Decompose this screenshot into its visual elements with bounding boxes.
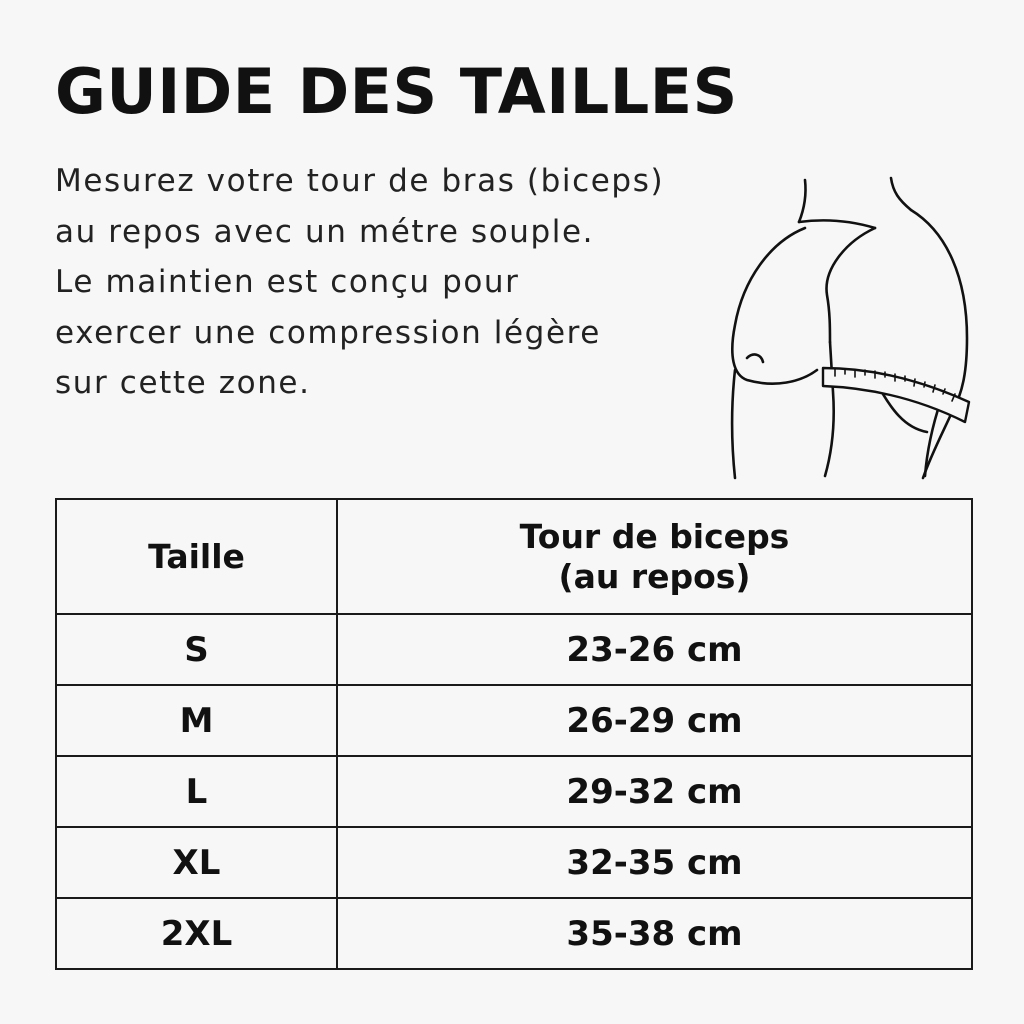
range-cell: 26-29 cm: [337, 685, 972, 756]
arm-measuring-tape-icon: [715, 170, 985, 485]
size-cell: L: [56, 756, 337, 827]
range-cell: 32-35 cm: [337, 827, 972, 898]
header-biceps-range-line: Tour de biceps: [519, 516, 790, 556]
table-row: [56, 898, 972, 969]
size-cell: S: [56, 614, 337, 685]
header-biceps-range: [337, 499, 972, 614]
intro-line: exercer une compression légère: [55, 314, 601, 351]
page-title: GUIDE DES TAILLES: [55, 55, 738, 128]
size-cell: 2XL: [56, 898, 337, 969]
size-cell: XL: [56, 827, 337, 898]
intro-line: au repos avec un métre souple.: [55, 213, 595, 250]
table-row: [56, 756, 972, 827]
table-row: [56, 685, 972, 756]
range-cell: 29-32 cm: [337, 756, 972, 827]
intro-text: [55, 156, 735, 409]
intro-line: sur cette zone.: [55, 365, 311, 401]
range-cell: 23-26 cm: [337, 614, 972, 685]
table-row: [56, 614, 972, 685]
table-row: [56, 827, 972, 898]
header-size: Taille: [56, 499, 337, 614]
header-biceps-range-line: (au repos): [558, 556, 751, 596]
table-header-row: [56, 499, 972, 614]
size-table: [55, 498, 973, 970]
size-cell: M: [56, 685, 337, 756]
intro-line: Mesurez votre tour de bras (biceps): [55, 163, 665, 199]
range-cell: 35-38 cm: [337, 898, 972, 969]
intro-line: Le maintien est conçu pour: [55, 264, 520, 300]
